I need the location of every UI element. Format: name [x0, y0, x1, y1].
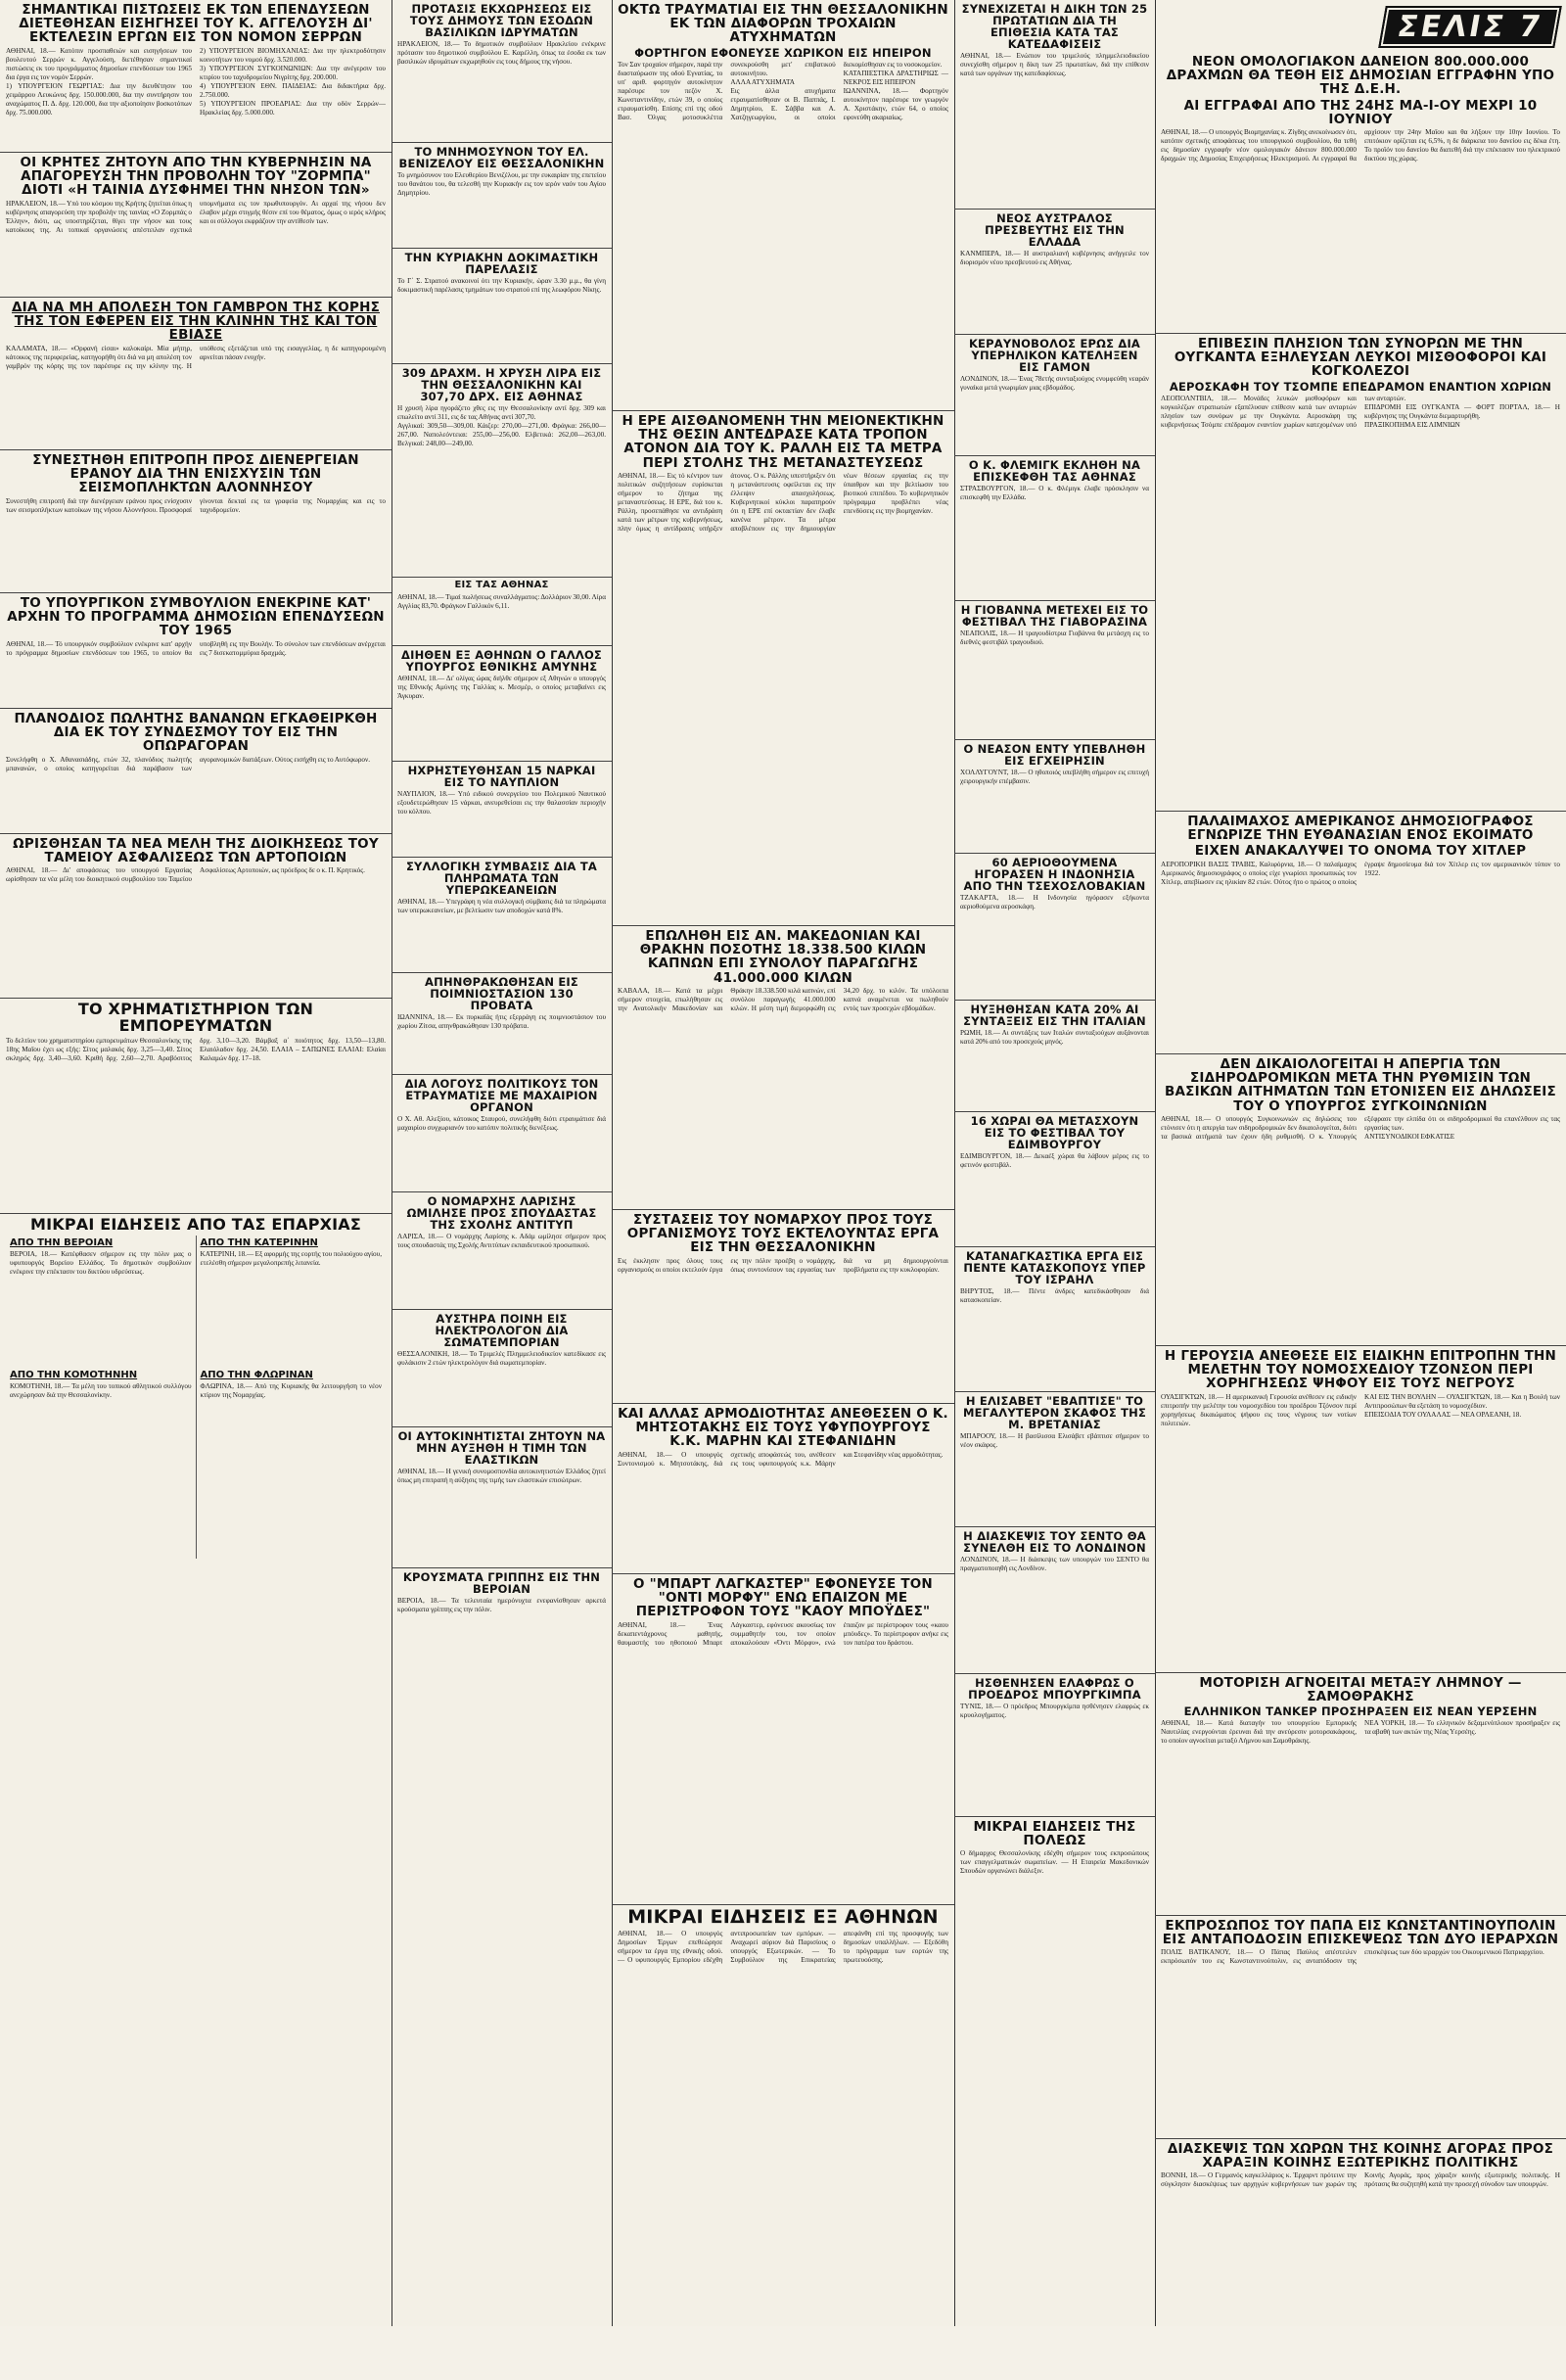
article-headline: ΜΙΚΡΑΙ ΕΙΔΗΣΕΙΣ ΤΗΣ ΠΟΛΕΩΣ: [973, 1819, 1136, 1849]
article-mother-in-law: [0, 298, 392, 450]
article-headline: 309 ΔΡΑΧΜ. Η ΧΡΥΣΗ ΛΙΡΑ ΕΙΣ ΤΗΝ ΘΕΣΣΑΛΟΝΙΚΗΝ ΚΑΙ 307,70 ΔΡΧ. ΕΙΣ ΑΘΗΝΑΣ: [401, 366, 602, 404]
article-subheadline: ΑΕΡΟΣΚΑΦΗ ΤΟΥ ΤΣΟΜΠΕ ΕΠΕΔΡΑΜΟΝ ΕΝΑΝΤΙΟΝ ΧΩΡΙΩΝ: [1169, 379, 1552, 394]
article-athens-brief: [612, 1905, 954, 2380]
column-3: [612, 0, 954, 2326]
article-uganda-border: [1155, 334, 1566, 812]
article-railway-strike: [1155, 1054, 1566, 1346]
article-headline: Η ΕΛΙΣΑΒΕΤ "ΕΒΑΠΤΙΣΕ" ΤΟ ΜΕΓΑΛΥΤΕΡΟΝ ΣΚΑΦΟΣ ΤΗΣ Μ. ΒΡΕΤΑΝΙΑΣ: [962, 1394, 1147, 1432]
article-headline: ΚΡΟΥΣΜΑΤΑ ΓΡΙΠΠΗΣ ΕΙΣ ΤΗΝ ΒΕΡΟΙΑΝ: [402, 1570, 601, 1597]
article-headline: Η ΔΙΑΣΚΕΨΙΣ ΤΟΥ ΣΕΝΤΟ ΘΑ ΣΥΝΕΛΘΗ ΕΙΣ ΤΟ ΛΟΝΔΙΝΟΝ: [963, 1529, 1146, 1556]
article-city-brief: [954, 1817, 1155, 2186]
article-body: Το δελτίον του χρηματιστηρίου εμπορευμάτων Θεσσαλονίκης της 18ης Μαΐου έχει ως εξής: Σίτος μαλακός δρχ. 3,25—3,40. Σίτος σκληρός δρχ. 3,40—3,60. Κριθή δρχ. 2,60—2,70. Αραβόσιτος δρχ. 3,10—3,20. Βάμβαξ α΄ ποιότητος δρχ. 13,50—13,80. Ελαιόλαδον δρχ. 24,50. ΕΛΑΙΑ – ΣΑΠΩΝΕΣ ΕΛΑΙΑΙ: Ελαίαι Καλαμών δρχ. 17–18.: [6, 1036, 388, 1062]
article-body: ΑΘΗΝΑΙ, 18.— Ο υπουργός Δημοσίων Έργων επεθεώρησε σήμερον τα έργα της εθνικής οδού. — Ο υφυπουργός Εμπορίου εδέχθη αντιπροσωπείαν των εμπόρων. — Αναχωρεί αύριον διά Παρισίους ο υπουργός Εξωτερικών. — Το Συμβούλιον της Επικρατείας απεφάνθη επί της προσφυγής των δημοσίων υπαλλήλων. — Εξεδόθη το πρόγραμμα των εορτών της πρωτευούσης.: [618, 1929, 950, 1964]
article-body: Συνελήφθη ο Χ. Αθανασιάδης, ετών 32, πλανόδιος πωλητής μπανανών, ο οποίος κατηγορείται διά παράβασιν των αγορανομικών διατάξεων. Ούτος εισήχθη εις το Αυτόφωρον.: [6, 755, 371, 772]
article-body: Τον Σαν τροχαίον σήμερον, παρά την διασταύρωσιν της οδού Εγνατίας, το υπ' αριθ. φορτηγόν αυτοκίνητον παρέσυρε τον πεζόν Χ. Κωνσταντινίδην, ετών 39, ο οποίος ετραυματίσθη. Επίσης επί της οδού Βασ. Όλγας μοτοσυκλέττα συνεκρούσθη μετ' επιβατικού αυτοκινήτου. ΑΛΛΑ ΑΤΥΧΗΜΑΤΑ Εις άλλα ατυχήματα ετραυματίσθησαν οι Β. Παππάς, Ι. Δημητρίου, Ε. Σάββα και Α. Χατζηγεωργίου, οι οποίοι διεκομίσθησαν εις το νοσοκομείον. ΚΑΤΑΠΙΕΣΤΙΚΑ ΔΡΑΣΤΗΡΙΩΣ — ΝΕΚΡΟΣ ΕΙΣ ΗΠΕΙΡΟΝ ΙΩΑΝΝΙΝΑ, 18.— Φορτηγόν αυτοκίνητον παρέσυρε τον γεωργόν Α. Χριστάκην, ετών 64, ο οποίος εφονεύθη ακαριαίως.: [618, 60, 948, 121]
article-body: ΛΟΝΔΙΝΟΝ, 18.— Η διάσκεψις των υπουργών του ΣΕΝΤΟ θα πραγματοποιηθή εις Λονδίνον.: [960, 1556, 1151, 1573]
article-headline: ΩΡΙΣΘΗΣΑΝ ΤΑ ΝΕΑ ΜΕΛΗ ΤΗΣ ΔΙΟΙΚΗΣΕΩΣ ΤΟΥ ΤΑΜΕΙΟΥ ΑΣΦΑΛΙΣΕΩΣ ΤΩΝ ΑΡΤΟΠΟΙΩΝ: [13, 836, 379, 866]
article-headline: ΣΥΝΕΧΙΖΕΤΑΙ Η ΔΙΚΗ ΤΩΝ 25 ΠΡΩΤΑΤΙΩΝ ΔΙΑ ΤΗ ΕΠΙΘΕΣΙΑ ΚΑΤΑ ΤΑΣ ΚΑΤΕΔΑΦΙΣΕΙΣ: [961, 2, 1148, 52]
article-body: ΙΩΑΝΝΙΝΑ, 18.— Εκ πυρκαϊάς ήτις εξερράγη εις ποιμνιοστάσιον του χωρίου Ζίτσα, απηνθρακώθησαν 130 πρόβατα.: [397, 1013, 608, 1031]
article-subheadline: ΦΟΡΤΗΓΟΝ ΕΦΟΝΕΥΣΕ ΧΩΡΙΚΟΝ ΕΙΣ ΗΠΕΙΡΟΝ: [634, 45, 932, 60]
article-naval-mines: [392, 762, 612, 858]
article-pope-envoy: [1155, 1916, 1566, 2139]
article-headline: ΕΚΠΡΟΣΩΠΟΣ ΤΟΥ ΠΑΠΑ ΕΙΣ ΚΩΝΣΤΑΝΤΙΝΟΥΠΟΛΙΝ ΕΙΣ ΑΝΤΑΠΟΔΟΣΙΝ ΕΠΙΣΚΕΨΕΩΣ ΤΩΝ ΔΥΟ ΙΕΡΑΡΧΩΝ: [1162, 1918, 1559, 1948]
article-investment-program: [0, 593, 392, 709]
article-headline: ΗΧΡΗΣΤΕΥΘΗΣΑΝ 15 ΝΑΡΚΑΙ ΕΙΣ ΤΟ ΝΑΥΠΛΙΟΝ: [407, 764, 596, 790]
article-body: ΑΘΗΝΑΙ, 18.— Δι' ολίγας ώρας διήλθε σήμερον εξ Αθηνών ο υπουργός της Εθνικής Αμύνης της Γαλλίας κ. Μεσμέρ, ο οποίος μεταβαίνει εις Άγκυραν.: [397, 675, 608, 701]
article-ere-emigration: [612, 411, 954, 926]
article-body: ΑΘΗΝΑΙ, 18.— Ο υπουργός Βιομηχανίας κ. Ζίγδης ανεκοίνωσεν ότι, κατόπιν σχετικής αποφάσεως του υπουργικού συμβουλίου, θα τεθή εις δημοσίαν εγγραφήν νέον ομολογιακόν δάνειον 800.000.000 δραχμών της Δημοσίας Επιχειρήσεως Ηλεκτρισμού. Αι εγγραφαί θα αρχίσουν την 24ην Μαΐου και θα λήξουν την 10ην Ιουνίου. Το επιτόκιον ορίζεται εις 6,5%, η δε διάρκεια του δανείου εις δέκα έτη. Το προϊόν του δανείου θα διατεθή διά την επέκτασιν του ηλεκτρικού δικτύου της χώρας.: [1161, 127, 1562, 163]
article-body: ΛΑΡΙΣΑ, 18.— Ο νομάρχης Λαρίσης κ. Αδάμ ωμίλησε σήμερον προς τους σπουδαστάς της Σχολής Αντιτύπων εκπαιδευτικού προσωπικού.: [397, 1233, 608, 1250]
column-5: [1155, 0, 1566, 2326]
article-headline: ΝΕΟΝ ΟΜΟΛΟΓΙΑΚΟΝ ΔΑΝΕΙΟΝ 800.000.000 ΔΡΑΧΜΩΝ ΘΑ ΤΕΘΗ ΕΙΣ ΔΗΜΟΣΙΑΝ ΕΓΓΡΑΦΗΝ ΥΠΟ ΤΗΣ Δ.Ε.Η.: [1166, 54, 1555, 98]
article-cowboy-shooting: [612, 1574, 954, 1905]
article-body: Ο Χ. Αθ. Αλεξίου, κάτοικος Σταυρού, συνελήφθη διότι ετραυμάτισε διά μαχαιρίου συγχωριανόν του κατόπιν πολιτικής διενέξεως.: [397, 1115, 608, 1133]
article-headline: ΝΕΟΣ ΑΥΣΤΡΑΛΟΣ ΠΡΕΣΒΕΥΤΗΣ ΕΙΣ ΤΗΝ ΕΛΛΑΔΑ: [985, 211, 1125, 250]
article-body: ΑΘΗΝΑΙ, 18.— Τιμαί πωλήσεως συναλλάγματος: Δολλάριον 30,00. Λίρα Αγγλίας 83,70. Φράγκον Γαλλικόν 6,11.: [397, 592, 608, 610]
article-body: ΝΑΥΠΛΙΟΝ, 18.— Υπό ειδικού συνεργείου του Πολεμικού Ναυτικού εξουδετερώθησαν 15 νάρκαι, ανευρεθείσαι εις την θαλασσίαν περιοχήν του κόλπου.: [397, 790, 608, 817]
article-elizabeth-ship: [954, 1392, 1155, 1527]
article-common-market: [1155, 2139, 1566, 2342]
article-body: ΚΑΝΜΠΕΡΑ, 18.— Η αυστραλιανή κυβέρνησις ανήγγειλε τον διορισμόν νέου πρεσβευτού εις Αθήνας.: [960, 250, 1151, 267]
article-headline: ΟΙ ΚΡΗΤΕΣ ΖΗΤΟΥΝ ΑΠΟ ΤΗΝ ΚΥΒΕΡΝΗΣΙΝ ΝΑ ΑΠΑΓΟΡΕΥΣΗ ΤΗΝ ΠΡΟΒΟΛΗΝ ΤΟΥ "ΖΟΡΜΠΑ" ΔΙΟΤΙ «Η ΤΑΙΝΙΑ ΔΥΣΦΗΜΕΙ ΤΗΝ ΝΗΣΟΝ ΤΩΝ»: [20, 155, 372, 199]
article-headline: Η ΓΙΟΒΑΝΝΑ ΜΕΤΕΧΕΙ ΕΙΣ ΤΟ ΦΕΣΤΙΒΑΛ ΤΗΣ ΓΙΑΒΟΡΑΣΙΝΑ: [960, 603, 1149, 630]
article-headline: ΜΙΚΡΑΙ ΕΙΔΗΣΕΙΣ ΑΠΟ ΤΑΣ ΕΠΑΡΧΙΑΣ: [29, 1215, 362, 1234]
article-demolition-trial: [954, 0, 1155, 210]
article-body: ΛΟΝΔΙΝΟΝ, 18.— Ένας 78ετής συνταξιούχος ενυμφεύθη νεαράν γυναίκα μετά γνωριμίαν μιας εβδομάδος.: [960, 375, 1151, 393]
column-1: [0, 0, 392, 2326]
article-body: ΑΘΗΝΑΙ, 18.— Εις τό κέντρον των πολιτικών συζητήσεων ευρίσκεται σήμερον το ζήτημα της μεταναστεύσεως. Η ΕΡΕ, διά του κ. Ράλλη, προσεπάθησε να αντιδράση κατά των μέτρων της κυβερνήσεως, πλην όμως η αντίδρασις υπήρξεν άτονος. Ο κ. Ράλλης υπεστήριξεν ότι η μετανάστευσις οφείλεται εις την έλλειψιν απασχολήσεως. Κυβερνητικοί κύκλοι παρατηρούν ότι η ΕΡΕ επί οκταετίαν δεν έλαβε κανένα μέτρον. Τα μέτρα αποβλέπουν εις την δημιουργίαν νέων θέσεων εργασίας εις την ύπαιθρον και την βελτίωσιν του βιοτικού επιπέδου. Το κυβερνητικόν πρόγραμμα προβλέπει νέας επενδύσεις εις την βιομηχανίαν.: [618, 471, 950, 533]
article-body: Το Γ΄ Σ. Στρατού ανακοινοί ότι την Κυριακήν, ώραν 3.30 μ.μ., θα γίνη δοκιμαστική παρέλασις τμημάτων του στρατού επί της λεωφόρου Νίκης.: [397, 277, 608, 295]
article-body: ΦΛΩΡΙΝΑ, 18.— Από της Κυριακής θα λειτουργήση το νέον κτίριον της Νομαρχίας.: [200, 1381, 384, 1399]
article-mitsotakis-duties: [612, 1404, 954, 1574]
section-kicker: ΑΠΟ ΤΗΝ ΦΛΩΡΙΝΑΝ: [200, 1369, 313, 1380]
article-banana-seller: [0, 709, 392, 834]
article-venizelos-memorial: [392, 143, 612, 249]
article-flu-veroia: [392, 1568, 612, 1693]
article-headline: ΣΗΜΑΝΤΙΚΑΙ ΠΙΣΤΩΣΕΙΣ ΕΚ ΤΩΝ ΕΠΕΝΔΥΣΕΩΝ ΔΙΕΤΕΘΗΣΑΝ ΕΙΣΗΓΗΣΕΙ ΤΟΥ Κ. ΑΓΓΕΛΟΥΣΗ ΔΙ' ΕΚΤΕΛΕΣΙΝ ΕΡΓΩΝ ΕΙΣ ΤΟΝ ΝΟΜΟΝ ΣΕΡΡΩΝ: [19, 2, 373, 46]
article-larisa-prefect: [392, 1192, 612, 1310]
article-gold-sovereign: [392, 364, 612, 578]
article-headline: ΔΕΝ ΔΙΚΑΙΟΛΟΓΕΙΤΑΙ Η ΑΠΕΡΓΙΑ ΤΩΝ ΣΙΔΗΡΟΔΡΟΜΙΚΩΝ ΜΕΤΑ ΤΗΝ ΡΥΘΜΙΣΙΝ ΤΩΝ ΒΑΣΙΚΩΝ ΑΙΤΗΜΑΤΩΝ ΤΩΝ ΕΤΟΝΙΣΕΝ ΕΙΣ ΔΗΛΩΣΕΙΣ ΤΟΥ Ο ΥΠΟΥΡΓΟΣ ΣΥΓΚΟΙΝΩΝΙΩΝ: [1165, 1056, 1556, 1114]
column-4: [954, 0, 1155, 2326]
article-body: ΒΗΡΥΤΟΣ, 18.— Πέντε άνδρες κατεδικάσθησαν διά κατασκοπείαν.: [960, 1287, 1151, 1305]
article-headline: ΠΛΑΝΟΔΙΟΣ ΠΩΛΗΤΗΣ ΒΑΝΑΝΩΝ ΕΓΚΑΘΕΙΡΚΘΗ ΔΙΑ ΕΚ ΤΟΥ ΣΥΝΔΕΣΜΟΥ ΤΟΥ ΕΙΣ ΤΗΝ ΟΠΩΡΑΓΟΡΑΝ: [14, 711, 378, 755]
article-headline: ΗΥΞΗΘΗΣΑΝ ΚΑΤΑ 20% ΑΙ ΣΥΝΤΑΞΕΙΣ ΕΙΣ ΤΗΝ ΙΤΑΛΙΑΝ: [963, 1003, 1146, 1029]
section-kicker: ΑΠΟ ΤΗΝ ΚΟΜΟΤΗΝΗΝ: [10, 1369, 138, 1380]
article-boat-missing: [1155, 1673, 1566, 1916]
article-subheadline: ΑΙ ΕΓΓΡΑΦΑΙ ΑΠΟ ΤΗΣ 24ΗΣ ΜΑ-Ι-ΟΥ ΜΕΧΡΙ 10 ΙΟΥΝΙΟΥ: [1183, 97, 1538, 127]
article-body: ΒΟΝΝΗ, 18.— Ο Γερμανός καγκελλάριος κ. Έρχαρντ πρότεινε την σύγκλησιν διασκέψεως των αρχηγών κυβερνήσεων των χωρών της Κοινής Αγοράς, προς χάραξιν κοινής εξωτερικής πολιτικής. Η πρότασις θα συζητηθή κατά την προσεχή σύνοδον των υπουργών.: [1161, 2171, 1562, 2189]
article-body: ΑΘΗΝΑΙ, 18.— Τό υπουργικόν συμβούλιον ενέκρινε κατ' αρχήν το πρόγραμμα δημοσίων επενδύσεων του 1965, το οποίον θα υποβληθή εις την Βουλήν. Το σύνολον των επενδύσεων ανέρχεται εις 7 δισεκατομμύρια δραχμάς.: [6, 639, 388, 657]
article-parade-rehearsal: [392, 249, 612, 364]
article-elderly-marriage: [954, 335, 1155, 456]
article-commodities-exchange: [0, 999, 392, 1214]
article-body: ΘΕΣΣΑΛΟΝΙΚΗ, 18.— Το Τριμελές Πλημμελειοδικείον κατεδίκασε εις φυλάκισιν 2 ετών ηλεκτρολόγον διά σωματεμπορίαν.: [397, 1350, 608, 1368]
article-zorbas-ban: [0, 153, 392, 298]
article-headline: ΣΥΝΕΣΤΗΘΗ ΕΠΙΤΡΟΠΗ ΠΡΟΣ ΔΙΕΝΕΡΓΕΙΑΝ ΕΡΑΝΟΥ ΔΙΑ ΤΗΝ ΕΝΙΣΧΥΣΙΝ ΤΩΝ ΣΕΙΣΜΟΠΛΗΚΤΩΝ ΑΛΟΝΝΗΣΟΥ: [32, 452, 359, 496]
article-political-stabbing: [392, 1075, 612, 1192]
article-body: ΚΑΤΕΡΙΝΗ, 18.— Εξ αφορμής της εορτής του πολιούχου αγίου, ετελέσθη σήμερον μεγαλοπρεπής λιτανεία.: [200, 1249, 384, 1267]
article-headline: ΑΥΣΤΗΡΑ ΠΟΙΝΗ ΕΙΣ ΗΛΕΚΤΡΟΛΟΓΟΝ ΔΙΑ ΣΩΜΑΤΕΜΠΟΡΙΑΝ: [435, 1312, 569, 1350]
article-headline: ΣΥΣΤΑΣΕΙΣ ΤΟΥ ΝΟΜΑΡΧΟΥ ΠΡΟΣ ΤΟΥΣ ΟΡΓΑΝΙΣΜΟΥΣ ΤΟΥΣ ΕΚΤΕΛΟΥΝΤΑΣ ΕΡΓΑ ΕΙΣ ΤΗΝ ΘΕΣΣΑΛΟΝΙΚΗΝ: [626, 1212, 940, 1256]
article-body: ΑΘΗΝΑΙ, 18.— Η γενική συνομοσπονδία αυτοκινητιστών Ελλάδος ζητεί όπως μη επιτραπή η αύξησις της τιμής των ελαστικών επισώτρων.: [397, 1468, 608, 1485]
article-headline: Η ΕΡΕ ΑΙΣΘΑΝΟΜΕΝΗ ΤΗΝ ΜΕΙΟΝΕΚΤΙΚΗΝ ΤΗΣ ΘΕΣΙΝ ΑΝΤΕΔΡΑΣΕ ΚΑΤΑ ΤΡΟΠΟΝ ΑΤΟΝΟΝ ΔΙΑ ΤΟΥ Κ. ΡΑΛΛΗ ΕΙΣ ΤΑ ΜΕΤΡΑ ΠΕΡΙ ΣΤΟΛΗΣ ΤΗΣ ΜΕΤΑΝΑΣΤΕΥΣΕΩΣ: [622, 413, 944, 471]
article-alonnisos-fund: [0, 450, 392, 593]
article-headline: ΣΥΛΛΟΓΙΚΗ ΣΥΜΒΑΣΙΣ ΔΙΑ ΤΑ ΠΛΗΡΩΜΑΤΑ ΤΩΝ ΥΠΕΡΩΚΕΑΝΕΙΩΝ: [405, 860, 598, 898]
article-french-minister: [392, 646, 612, 762]
article-edinburgh-festival: [954, 1112, 1155, 1247]
article-investments-serres: [0, 0, 392, 153]
article-tobacco-sales: [612, 926, 954, 1210]
article-body: ΛΕΟΠΟΛΝΤΒΙΛ, 18.— Μονάδες λευκών μισθοφόρων και κογκολέζων στρατιωτών εξαπέλυσαν επίθεσιν κατά των ανταρτών πλησίον των συνόρων με την Ουγκάντα. Αεροσκάφη της κυβερνήσεως Τσόμπε επέδραμον εναντίον χωρίων κατεχομένων υπό των ανταρτών. ΕΠΙΔΡΟΜΗ ΕΙΣ ΟΥΓΚΑΝΤΑ — ΦΟΡΤ ΠΟΡΤΑΛ, 18.— Η κυβέρνησις της Ουγκάντα διεμαρτυρήθη. ΠΡΑΞΙΚΟΠΗΜΑ ΕΙΣ ΛΙΜΝΙΩΝ: [1161, 394, 1560, 429]
page-number-label: ΣΕΛΙΣ 7: [1378, 6, 1562, 48]
page-masthead: [1163, 6, 1558, 48]
article-body: Ο δήμαρχος Θεσσαλονίκης εδέχθη σήμερον τους εκπροσώπους των επαγγελματικών σωματείων. — Η Εταιρεία Μακεδονικών Σπουδών οργανώνει διάλεξιν.: [960, 1849, 1151, 1876]
article-headline: Ο ΝΟΜΑΡΧΗΣ ΛΑΡΙΣΗΣ ΩΜΙΛΗΣΕ ΠΡΟΣ ΣΠΟΥΔΑΣΤΑΣ ΤΗΣ ΣΧΟΛΗΣ ΑΝΤΙΤΥΠ: [406, 1194, 597, 1233]
article-headline: ΜΟΤΟΡΙΣΗ ΑΓΝΟΕΙΤΑΙ ΜΕΤΑΞΥ ΛΗΜΝΟΥ — ΣΑΜΟΘΡΑΚΗΣ: [1199, 1675, 1522, 1705]
article-body: ΜΠΑΡΟΟΥ, 18.— Η βασίλισσα Ελισάβετ εβάπτισε σήμερον το νέον σκάφος.: [960, 1432, 1151, 1450]
article-athens-rates: [392, 578, 612, 646]
article-body: ΤΥΝΙΣ, 18.— Ο πρόεδρος Μπουργκίμπα ησθένησεν ελαφρώς εκ κρυολογήματος.: [960, 1703, 1151, 1720]
article-body: ΑΘΗΝΑΙ, 18.— Ο υπουργός Συντονισμού κ. Μητσοτάκης, διά σχετικής αποφάσεώς του, ανέθεσεν εις τους υφυπουργούς κ.κ. Μάρην και Στεφανίδην νέας αρμοδιότητας.: [618, 1450, 944, 1468]
article-headline: ΤΟ ΜΝΗΜΟΣΥΝΟΝ ΤΟΥ ΕΛ. ΒΕΝΙΖΕΛΟΥ ΕΙΣ ΘΕΣΣΑΛΟΝΙΚΗΝ: [398, 145, 605, 171]
article-italy-pensions: [954, 1001, 1155, 1112]
article-headline: ΚΕΡΑΥΝΟΒΟΛΟΣ ΕΡΩΣ ΔΙΑ ΥΠΕΡΗΛΙΚΟΝ ΚΑΤΕΛΗΞΕΝ ΕΙΣ ΓΑΜΟΝ: [968, 337, 1141, 375]
provincial-column-left: [6, 1236, 197, 1559]
article-body: ΑΘΗΝΑΙ, 18.— Κατά διαταγήν του υπουργείου Εμπορικής Ναυτιλίας ενεργούνται έρευναι διά την ανεύρεσιν μοτορσακάφους, το οποίον αγνοείται μεταξύ Λήμνου και Σαμοθράκης. ΝΕΑ ΥΟΡΚΗ, 18.— Το ελληνικόν δεξαμενόπλοιον προσήραξεν εις τα αβαθή των ακτών της Νέας Υερσέης.: [1161, 1719, 1560, 1746]
article-body: ΒΕΡΟΙΑ, 18.— Κατέφθασεν σήμερον εις την πόλιν μας ο υφυπουργός Βορείου Ελλάδος. Το δημοτικόν συμβούλιον ενέκρινε την επέκτασιν του δικτύου υδρεύσεως.: [10, 1249, 193, 1276]
article-headline: ΗΣΘΕΝΗΣΕΝ ΕΛΑΦΡΩΣ Ο ΠΡΟΕΔΡΟΣ ΜΠΟΥΡΓΚΙΜΠΑ: [968, 1676, 1141, 1703]
article-senate-voting: [1155, 1346, 1566, 1673]
article-israel-spies: [954, 1247, 1155, 1392]
article-body: ΑΘΗΝΑΙ, 18.— Κατόπιν προσπαθειών και εισηγήσεων του βουλευτού Σερρών κ. Αγγελούση, διετέθησαν σημαντικαί πιστώσεις εκ του προγράμματος δημοσίων επενδύσεων του 1965 δια έργα εις τον νομόν Σερρών. 1) ΥΠΟΥΡΓΕΙΟΝ ΓΕΩΡΓΙΑΣ: Δια την διευθέτησιν του χειμάρρου Λευκώνος δρχ. 150.000.000, δια την συντήρησιν του αναχώματος Π. Δ. δρχ. 120.000, δια την αξιοποίησιν βοσκοτόπων δρχ. 75.000.000. 2) ΥΠΟΥΡΓΕΙΟΝ ΒΙΟΜΗΧΑΝΙΑΣ: Δια την ηλεκτροδότησιν κοινοτήτων του νομού δρχ. 3.520.000. 3) ΥΠΟΥΡΓΕΙΟΝ ΣΥΓΚΟΙΝΩΝΙΩΝ: Δια την ανέγερσιν του κτιρίου του ταχυδρομείου Νιγρίτης δρχ. 200.000. 4) ΥΠΟΥΡΓΕΙΟΝ ΕΘΝ. ΠΑΙΔΕΙΑΣ: Δια διδακτήρια δρχ. 2.750.000. 5) ΥΠΟΥΡΓΕΙΟΝ ΠΡΟΕΔΡΙΑΣ: Δια την οδόν Σερρών—Ηρακλείας δρχ. 5.000.000.: [6, 46, 386, 117]
article-body: Εις έκκλησιν προς όλους τους οργανισμούς οι οποίοι εκτελούν έργα εις την πόλιν προέβη ο νομάρχης, όπως συντονίσουν τας εργασίας των διά να μη δημιουργούνται προβλήματα εις την κυκλοφορίαν.: [618, 1256, 950, 1274]
article-headline: ΕΙΣ ΤΑΣ ΑΘΗΝΑΣ: [454, 580, 549, 590]
article-headline: Η ΓΕΡΟΥΣΙΑ ΑΝΕΘΕΣΕ ΕΙΣ ΕΙΔΙΚΗΝ ΕΠΙΤΡΟΠΗΝ ΤΗΝ ΜΕΛΕΤΗΝ ΤΟΥ ΝΟΜΟΣΧΕΔΙΟΥ ΤΖΟΝΣΟΝ ΠΕΡΙ ΧΟΡΗΓΗΣΕΩΣ ΨΗΦΟΥ ΕΙΣ ΤΟΥΣ ΝΕΓΡΟΥΣ: [1164, 1348, 1557, 1392]
section-kicker: ΑΠΟ ΤΗΝ ΒΕΡΟΙΑΝ: [10, 1237, 114, 1248]
article-body: ΗΡΑΚΛΕΙΟΝ, 18.— Υπό του κόσμου της Κρήτης ζητείται όπως η κυβέρνησις απαγορεύση την προβολήν της ταινίας «Ο Ζορμπάς ο Έλλην», διότι, ως υποστηρίζεται, θίγει την νήσον και τους κατοίκους της. Αι τοπικαί οργανώσεις απέστειλαν σχετικά υπομνήματα εις τον πρωθυπουργόν. Αι αρχαί της νήσου δεν έλαβον μέχρι στιγμής θέσιν επί του θέματος, όμως ο ιερός κλήρος και οι σύλλογοι εκφράζουν την αντίθεσίν των.: [6, 199, 388, 234]
article-subheadline: ΕΛΛΗΝΙΚΟΝ ΤΑΝΚΕΡ ΠΡΟΣΗΡΑΞΕΝ ΕΙΣ ΝΕΑΝ ΥΕΡΣΕΗΝ: [1183, 1704, 1538, 1719]
article-giovanna-festival: [954, 601, 1155, 740]
article-tire-prices: [392, 1427, 612, 1568]
article-body: Συνεστήθη επιτροπή διά την διενέργειαν εράνου προς ενίσχυσιν των σεισμοπλήκτων κατοίκων της νήσου Αλοννήσου. Προσφοραί γίνονται δεκταί εις τα γραφεία της Νομαρχίας και εις το ταχυδρομείον.: [6, 496, 388, 514]
article-headline: ΠΑΛΑΙΜΑΧΟΣ ΑΜΕΡΙΚΑΝΟΣ ΔΗΜΟΣΙΟΓΡΑΦΟΣ ΕΓΝΩΡΙΖΕ ΤΗΝ ΕΥΘΑΝΑΣΙΑΝ ΕΝΟΣ ΕΚΟΙΜΑΤΟ: [1187, 814, 1534, 844]
article-body: ΑΘΗΝΑΙ, 18.— Ένας δεκαπεντάχρονος μαθητής, θαυμαστής του ηθοποιού Μπαρτ Λάγκαστερ, εφόνευσε ακουσίως τον συμμαθητήν του, τον οποίον αποκαλούσαν «Όντι Μόρφυ», ενώ έπαιζον με περίστροφον τους «καου μπόυδες». Το περίστροφον ανήκε εις τον πατέρα του δράστου.: [618, 1620, 950, 1647]
article-body: ΒΕΡΟΙΑ, 18.— Τα τελευταία ημερόνυχτα ενεφανίσθησαν αρκετά κρούσματα γρίππης εις την πόλιν.: [397, 1597, 608, 1614]
section-kicker: ΑΠΟ ΤΗΝ ΚΑΤΕΡΙΝΗΝ: [200, 1237, 318, 1248]
article-dei-bond: [1155, 52, 1566, 334]
article-body: ΑΕΡΟΠΟΡΙΚΗ ΒΑΣΙΣ ΤΡΑΒΙΣ, Καλιφόρνια, 18.— Ο παλαίμαχος Αμερικανός δημοσιογράφος ο οποίος είχε γνωρίσει προσωπικώς τον Χίτλερ, απεβίωσεν εις ηλικίαν 82 ετών. Ούτος ήτο ο πρώτος ο οποίος έγραψε δημοσίευμα διά τον Χίτλερ εις τον αμερικανικόν τύπον το 1922.: [1161, 860, 1562, 886]
article-headline: 60 ΑΕΡΙΟΘΟΥΜΕΝΑ ΗΓΟΡΑΣΕΝ Η ΙΝΔΟΝΗΣΙΑ ΑΠΟ ΤΗΝ ΤΣΕΧΟΣΛΟΒΑΚΙΑΝ: [963, 856, 1146, 894]
article-headline: ΔΙΗΘΕΝ ΕΞ ΑΘΗΝΩΝ Ο ΓΑΛΛΟΣ ΥΠΟΥΡΓΟΣ ΕΘΝΙΚΗΣ ΑΜΥΝΗΣ: [401, 648, 602, 675]
article-body: ΕΔΙΜΒΟΥΡΓΟΝ, 18.— Δεκαέξ χώραι θα λάβουν μέρος εις το φετινόν φεστιβάλ.: [960, 1152, 1151, 1170]
article-headline: ΔΙΑΣΚΕΨΙΣ ΤΩΝ ΧΩΡΩΝ ΤΗΣ ΚΟΙΝΗΣ ΑΓΟΡΑΣ ΠΡΟΣ ΧΑΡΑΞΙΝ ΚΟΙΝΗΣ ΕΞΩΤΕΡΙΚΗΣ ΠΟΛΙΤΙΚΗΣ: [1167, 2141, 1554, 2171]
article-australian-ambassador: [954, 210, 1155, 335]
article-bakers-fund: [0, 834, 392, 999]
article-headline: ΟΚΤΩ ΤΡΑΥΜΑΤΙΑΙ ΕΙΣ ΤΗΝ ΘΕΣΣΑΛΟΝΙΚΗΝ ΕΚ ΤΩΝ ΔΙΑΦΟΡΩΝ ΤΡΟΧΑΙΩΝ ΑΤΥΧΗΜΑΤΩΝ: [618, 2, 948, 46]
article-headline: Ο ΝΕΑΣΟΝ ΕΝΤΥ ΥΠΕΒΛΗΘΗ ΕΙΣ ΕΓΧΕΙΡΗΣΙΝ: [963, 742, 1146, 769]
article-body: ΑΘΗΝΑΙ, 18.— Δι' αποφάσεως του υπουργού Εργασίας ωρίσθησαν τα νέα μέλη του διοικητικού συμβουλίου του Ταμείου Ασφαλίσεως Αρτοποιών, ως πρόεδρος δε ο κ. Π. Κρητικός.: [6, 866, 365, 884]
article-headline: ΤΗΝ ΚΥΡΙΑΚΗΝ ΔΟΚΙΜΑΣΤΙΚΗ ΠΑΡΕΛΑΣΙΣ: [404, 251, 599, 277]
article-headline: ΔΙΑ ΛΟΓΟΥΣ ΠΟΛΙΤΙΚΟΥΣ ΤΟΝ ΕΤΡΑΥΜΑΤΙΣΕ ΜΕ ΜΑΧΑΙΡΙΟΝ ΟΡΓΑΝΟΝ: [404, 1077, 599, 1115]
article-body: ΠΟΛΙΣ ΒΑΤΙΚΑΝΟΥ, 18.— Ο Πάπας Παύλος απέστειλεν εκπρόσωπόν του εις Κωνσταντινούπολιν, εις ανταπόδοσιν της επισκέψεως των δύο ιεραρχών του Οικουμενικού Πατριαρχείου.: [1161, 1948, 1544, 1966]
article-headline: Ο Κ. ΦΛΕΜΙΓΚ ΕΚΛΗΘΗ ΝΑ ΕΠΙΣΚΕΦΘΗ ΤΑΣ ΑΘΗΝΑΣ: [968, 458, 1141, 485]
article-headline: 16 ΧΩΡΑΙ ΘΑ ΜΕΤΑΣΧΟΥΝ ΕΙΣ ΤΟ ΦΕΣΤΙΒΑΛ ΤΟΥ ΕΔΙΜΒΟΥΡΓΟΥ: [970, 1114, 1139, 1152]
article-body: Το μνημόσυνον του Ελευθερίου Βενιζέλου, με την ευκαιρίαν της επετείου του θανάτου του, θα τελεσθή την Κυριακήν εις τον ιερόν ναόν του Αγίου Δημητρίου.: [397, 171, 608, 198]
article-headline: ΟΙ ΑΥΤΟΚΙΝΗΤΙΣΤΑΙ ΖΗΤΟΥΝ ΝΑ ΜΗΝ ΑΥΞΗΘΗ Η ΤΙΜΗ ΤΩΝ ΕΛΑΣΤΙΚΩΝ: [397, 1429, 606, 1468]
article-body: ΤΖΑΚΑΡΤΑ, 18.— Η Ινδονησία ηγόρασεν εξήκοντα αεριοθούμενα αεροσκάφη.: [960, 894, 1151, 911]
article-headline: ΚΑΙ ΑΛΛΑΣ ΑΡΜΟΔΙΟΤΗΤΑΣ ΑΝΕΘΕΣΕΝ Ο Κ. ΜΗΤΣΟΤΑΚΗΣ ΕΙΣ ΤΟΥΣ ΥΦΥΠΟΥΡΓΟΥΣ Κ.Κ. ΜΑΡΗΝ ΚΑΙ ΣΤΕΦΑΝΙΔΗΝ: [618, 1406, 948, 1450]
column-2: [392, 0, 612, 2326]
article-traffic-accidents: [612, 0, 954, 411]
provincial-column-right: [197, 1236, 387, 1559]
article-prefect-recommendations: [612, 1210, 954, 1404]
article-sheep-fire: [392, 973, 612, 1075]
article-body: ΚΑΒΑΛΑ, 18.— Κατά τα μέχρι σήμερον στοιχεία, επωλήθησαν εις την Ανατολικήν Μακεδονίαν και Θράκην 18.338.500 κιλά καπνών, επί συνόλου παραγωγής 41.000.000 κιλών. Η μέση τιμή διεμορφώθη εις 34,20 δρχ. το κιλόν. Τα υπόλοιπα καπνά αναμένεται να πωληθούν εντός των προσεχών εβδομάδων.: [618, 986, 950, 1012]
article-electrician-sentence: [392, 1310, 612, 1427]
article-provincial-news: [0, 1214, 392, 1581]
article-body: ΗΡΑΚΛΕΙΟΝ, 18.— Το δημοτικόν συμβούλιον Ηρακλείου ενέκρινε πρότασιν του δημοτικού συμβούλου Ε. Καρέλλη, όπως τα έσοδα εκ των βασιλικών ιδρυμάτων εκχωρηθούν εις τους δήμους της νήσου.: [397, 40, 608, 67]
article-headline: ΚΑΤΑΝΑΓΚΑΣΤΙΚΑ ΕΡΓΑ ΕΙΣ ΠΕΝΤΕ ΚΑΤΑΣΚΟΠΟΥΣ ΥΠΕΡ ΤΟΥ ΙΣΡΑΗΛ: [963, 1249, 1146, 1287]
article-bourguiba-ill: [954, 1674, 1155, 1817]
article-body: ΚΟΜΟΤΗΝΗ, 18.— Τα μέλη του τοπικού αθλητικού συλλόγου ανεχώρησαν διά την Θεσσαλονίκην.: [10, 1381, 193, 1399]
article-indonesia-jets: [954, 854, 1155, 1001]
article-body: ΑΘΗΝΑΙ, 18.— Ο υπουργός Συγκοινωνιών εις δηλώσεις του ετόνισεν ότι η απεργία των σιδηροδρομικών δεν δικαιολογείται, διότι τα βασικά αιτήματά των έχουν ήδη ρυθμισθή. Ο κ. Υπουργός εξέφρασε την ελπίδα ότι οι σιδηροδρομικοί θα επανέλθουν εις τας εργασίας των. ΑΝΤΙΣΥΝΟΔΙΚΟΙ ΕΦΚΑΤΙΣΕ: [1161, 1114, 1560, 1141]
article-cento-conference: [954, 1527, 1155, 1674]
article-veteran-journalist: [1155, 812, 1566, 1054]
article-body: ΑΘΗΝΑΙ, 18.— Ενώπιον του τριμελούς πλημμελειοδικείου συνεχίσθη σήμερον η δίκη των 25 πρωτατίων, διά την επίθεσιν κατά των οργάνων της κατεδαφίσεως.: [960, 52, 1151, 78]
article-headline: ΕΠΩΛΗΘΗ ΕΙΣ ΑΝ. ΜΑΚΕΔΟΝΙΑΝ ΚΑΙ ΘΡΑΚΗΝ ΠΟΣΟΤΗΣ 18.338.500 ΚΙΛΩΝ ΚΑΠΝΩΝ ΕΠΙ ΣΥΝΟΛΟΥ ΠΑΡΑΓΩΓΗΣ 41.000.000 ΚΙΛΩΝ: [639, 928, 927, 986]
article-headline: ΔΙΑ ΝΑ ΜΗ ΑΠΟΛΕΣΗ ΤΟΝ ΓΑΜΒΡΟΝ ΤΗΣ ΚΟΡΗΣ ΤΗΣ ΤΟΝ ΕΦΕΡΕΝ ΕΙΣ ΤΗΝ ΚΛΙΝΗΝ ΤΗΣ ΚΑΙ ΤΟΝ ΕΒΙΑΣΕ: [11, 300, 381, 344]
article-body: ΝΕΑΠΟΛΙΣ, 18.— Η τραγουδίστρια Γιοβάννα θα μετάσχη εις το διεθνές φεστιβάλ τραγουδιού.: [960, 630, 1151, 647]
article-crew-agreement: [392, 858, 612, 973]
article-body: ΡΩΜΗ, 18.— Αι συντάξεις των Ιταλών συνταξιούχων αυξάνονται κατά 20% από του προσεχούς μηνός.: [960, 1029, 1151, 1047]
article-headline: Ο "ΜΠΑΡΤ ΛΑΓΚΑΣΤΕΡ" ΕΦΟΝΕΥΣΕ ΤΟΝ "ΟΝΤΙ ΜΟΡΦΥ" ΕΝΩ ΕΠΑΙΖΟΝ ΜΕ ΠΕΡΙΣΤΡΟΦΟΝ ΤΟΥΣ "ΚΑΟΥ ΜΠΟΫΔΕΣ": [633, 1576, 933, 1620]
article-subheadline: ΕΙΧΕΝ ΑΝΑΚΑΛΥΨΕΙ ΤΟ ΟΝΟΜΑ ΤΟΥ ΧΙΤΛΕΡ: [1194, 843, 1527, 860]
article-body: ΚΑΛΑΜΑΤΑ, 18.— «Ορφανή είσαι» καλοκαίρι. Μία μήτηρ, κάτοικος της περιφερείας, κατηγορήθη ότι διά να μη απολέση τον γαμβρόν της κόρης της τον παρέσυρε εις την κλίνην της. Η υπόθεσις εξετάζεται υπό της εισαγγελίας, η δε κατηγορουμένη αρνείται πάσαν ενοχήν.: [6, 344, 388, 370]
article-headline: ΜΙΚΡΑΙ ΕΙΔΗΣΕΙΣ ΕΞ ΑΘΗΝΩΝ: [627, 1906, 939, 1928]
article-headline: ΑΠΗΝΘΡΑΚΩΘΗΣΑΝ ΕΙΣ ΠΟΙΜΝΙΟΣΤΑΣΙΟΝ 130 ΠΡΟΒΑΤΑ: [425, 975, 578, 1013]
article-body: ΑΘΗΝΑΙ, 18.— Υπεγράφη η νέα συλλογική σύμβασις διά τα πληρώματα των υπερωκεανείων, με βελτίωσιν των αποδοχών κατά 8%.: [397, 898, 608, 915]
article-body: ΣΤΡΑΣΒΟΥΡΓΟΝ, 18.— Ο κ. Φλέμιγκ έλαβε πρόσκλησιν να επισκεφθή την Ελλάδα.: [960, 485, 1151, 502]
article-headline: ΤΟ ΧΡΗΜΑΤΙΣΤΗΡΙΟΝ ΤΩΝ ΕΜΠΟΡΕΥΜΑΤΩΝ: [77, 1000, 314, 1035]
article-body: ΧΟΛΛΥΓΟΥΝΤ, 18.— Ο ηθοποιός υπεβλήθη σήμερον εις επιτυχή χειρουργικήν επέμβασιν.: [960, 769, 1151, 786]
article-headline: ΕΠΙΒΕΣΙΝ ΠΛΗΣΙΟΝ ΤΩΝ ΣΥΝΟΡΩΝ ΜΕ ΤΗΝ ΟΥΓΚΑΝΤΑ ΕΞΗΛΕΥΣΑΝ ΛΕΥΚΟΙ ΜΙΣΘΟΦΟΡΟΙ ΚΑΙ ΚΟΓΚΟΛΕΖΟΙ: [1174, 336, 1547, 380]
article-headline: ΠΡΟΤΑΣΙΣ ΕΚΧΩΡΗΣΕΩΣ ΕΙΣ ΤΟΥΣ ΔΗΜΟΥΣ ΤΩΝ ΕΣΟΔΩΝ ΒΑΣΙΛΙΚΩΝ ΙΔΡΥΜΑΤΩΝ: [409, 2, 594, 40]
article-fleming-visit: [954, 456, 1155, 601]
article-actor-surgery: [954, 740, 1155, 854]
article-body: ΟΥΑΣΙΓΚΤΩΝ, 18.— Η αμερικανική Γερουσία ανέθεσεν εις ειδικήν επιτροπήν την μελέτην του νομοσχεδίου του προέδρου Τζόνσον περί χορηγήσεως δικαιώματος ψήφου εις τους νέγρους των νοτίων πολιτειών. ΚΑΙ ΕΙΣ ΤΗΝ ΒΟΥΛΗΝ — ΟΥΑΣΙΓΚΤΩΝ, 18.— Και η Βουλή των Αντιπροσώπων θα εξετάση το νομοσχέδιον. ΕΠΕΙΣΟΔΙΑ ΤΟΥ ΟΥΛΑΛΑΣ — ΝΕΑ ΟΡΛΕΑΝΗ, 18.: [1161, 1392, 1560, 1427]
article-royal-foundations: [392, 0, 612, 143]
article-headline: ΤΟ ΥΠΟΥΡΓΙΚΟΝ ΣΥΜΒΟΥΛΙΟΝ ΕΝΕΚΡΙΝΕ ΚΑΤ' ΑΡΧΗΝ ΤΟ ΠΡΟΓΡΑΜΜΑ ΔΗΜΟΣΙΩΝ ΕΠΕΝΔΥΣΕΩΝ ΤΟΥ 1965: [7, 595, 385, 639]
article-body: Η χρυσή λίρα ηγοράζετο χθες εις την Θεσσαλονίκην αντί δρχ. 309 και επωλείτο αντί 311, εις δε τας Αθήνας αντί 307,70. Αγγλικαί: 309,50—309,00. Κάιζερ: 270,00—271,00. Φράγκα: 266,00—267,00. Ναπολεόντειαι: 255,00—256,00. Ελβετικά: 262,00—263,00. Βελγικαί: 248,00—249,00.: [397, 404, 606, 448]
